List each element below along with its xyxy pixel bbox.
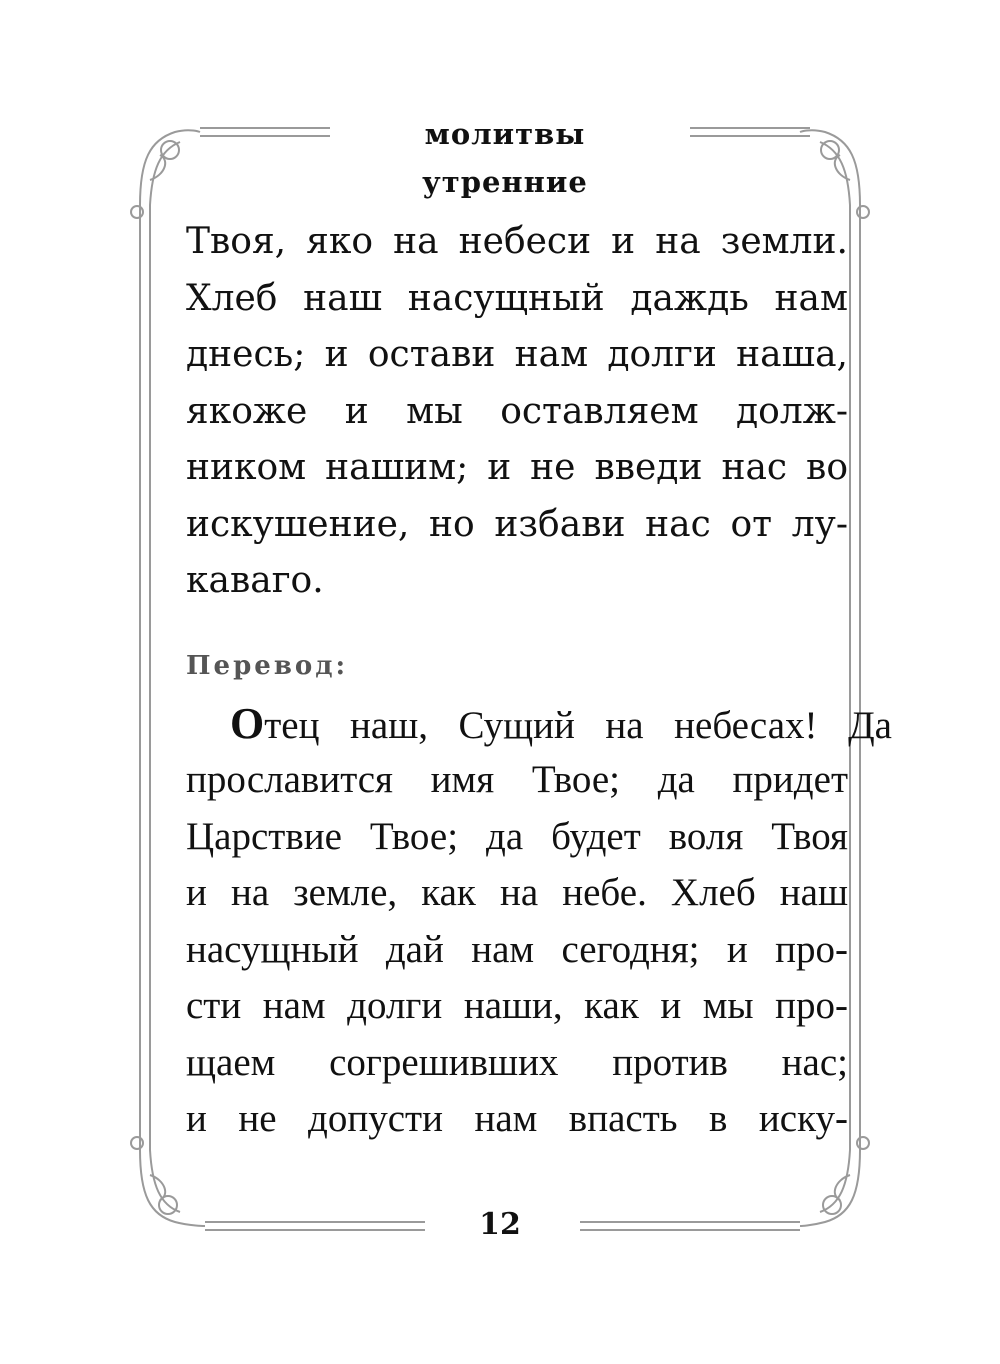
- prayer-line: искушение, но избави нас от лу-: [186, 503, 848, 545]
- translation-line: насущный дай нам сегодня; и про-: [186, 927, 848, 971]
- translation-line: и не допусти нам впасть в иску-: [186, 1097, 848, 1140]
- prayer-line: Твоя, яко на небеси и на земли.: [186, 221, 848, 262]
- prayer-line: каваго.: [186, 560, 324, 601]
- drop-cap: О: [230, 698, 265, 748]
- translation-line: щаем согрешивших против нас;: [186, 1040, 848, 1084]
- page-body: [186, 214, 892, 1148]
- translation-line: прославится имя Твое; да придет: [186, 758, 848, 801]
- prayer-line: якоже и мы оставляем долж-: [186, 390, 848, 432]
- running-header: молитвы утренние: [422, 117, 588, 199]
- translation-label: Перевод:: [186, 650, 349, 681]
- translation-line: и на земле, как на небе. Хлеб наш: [186, 871, 848, 914]
- prayer-line: ником нашим; и не введи нас во: [186, 447, 848, 488]
- translation-line: тец наш, Сущий на небесах! Да: [264, 703, 892, 747]
- prayer-line: Хлеб наш насущный даждь нам: [186, 277, 848, 319]
- prayer-line: днесь; и остави нам долги наша,: [186, 334, 848, 375]
- translation-line: сти нам долги наши, как и мы про-: [186, 984, 848, 1027]
- translation-text: [186, 696, 892, 1148]
- translation-first-line: [186, 696, 892, 753]
- translation-line: Царствие Твое; да будет воля Твоя: [186, 814, 848, 858]
- page-number: 12: [479, 1207, 521, 1242]
- church-slavonic-prayer: [186, 214, 848, 610]
